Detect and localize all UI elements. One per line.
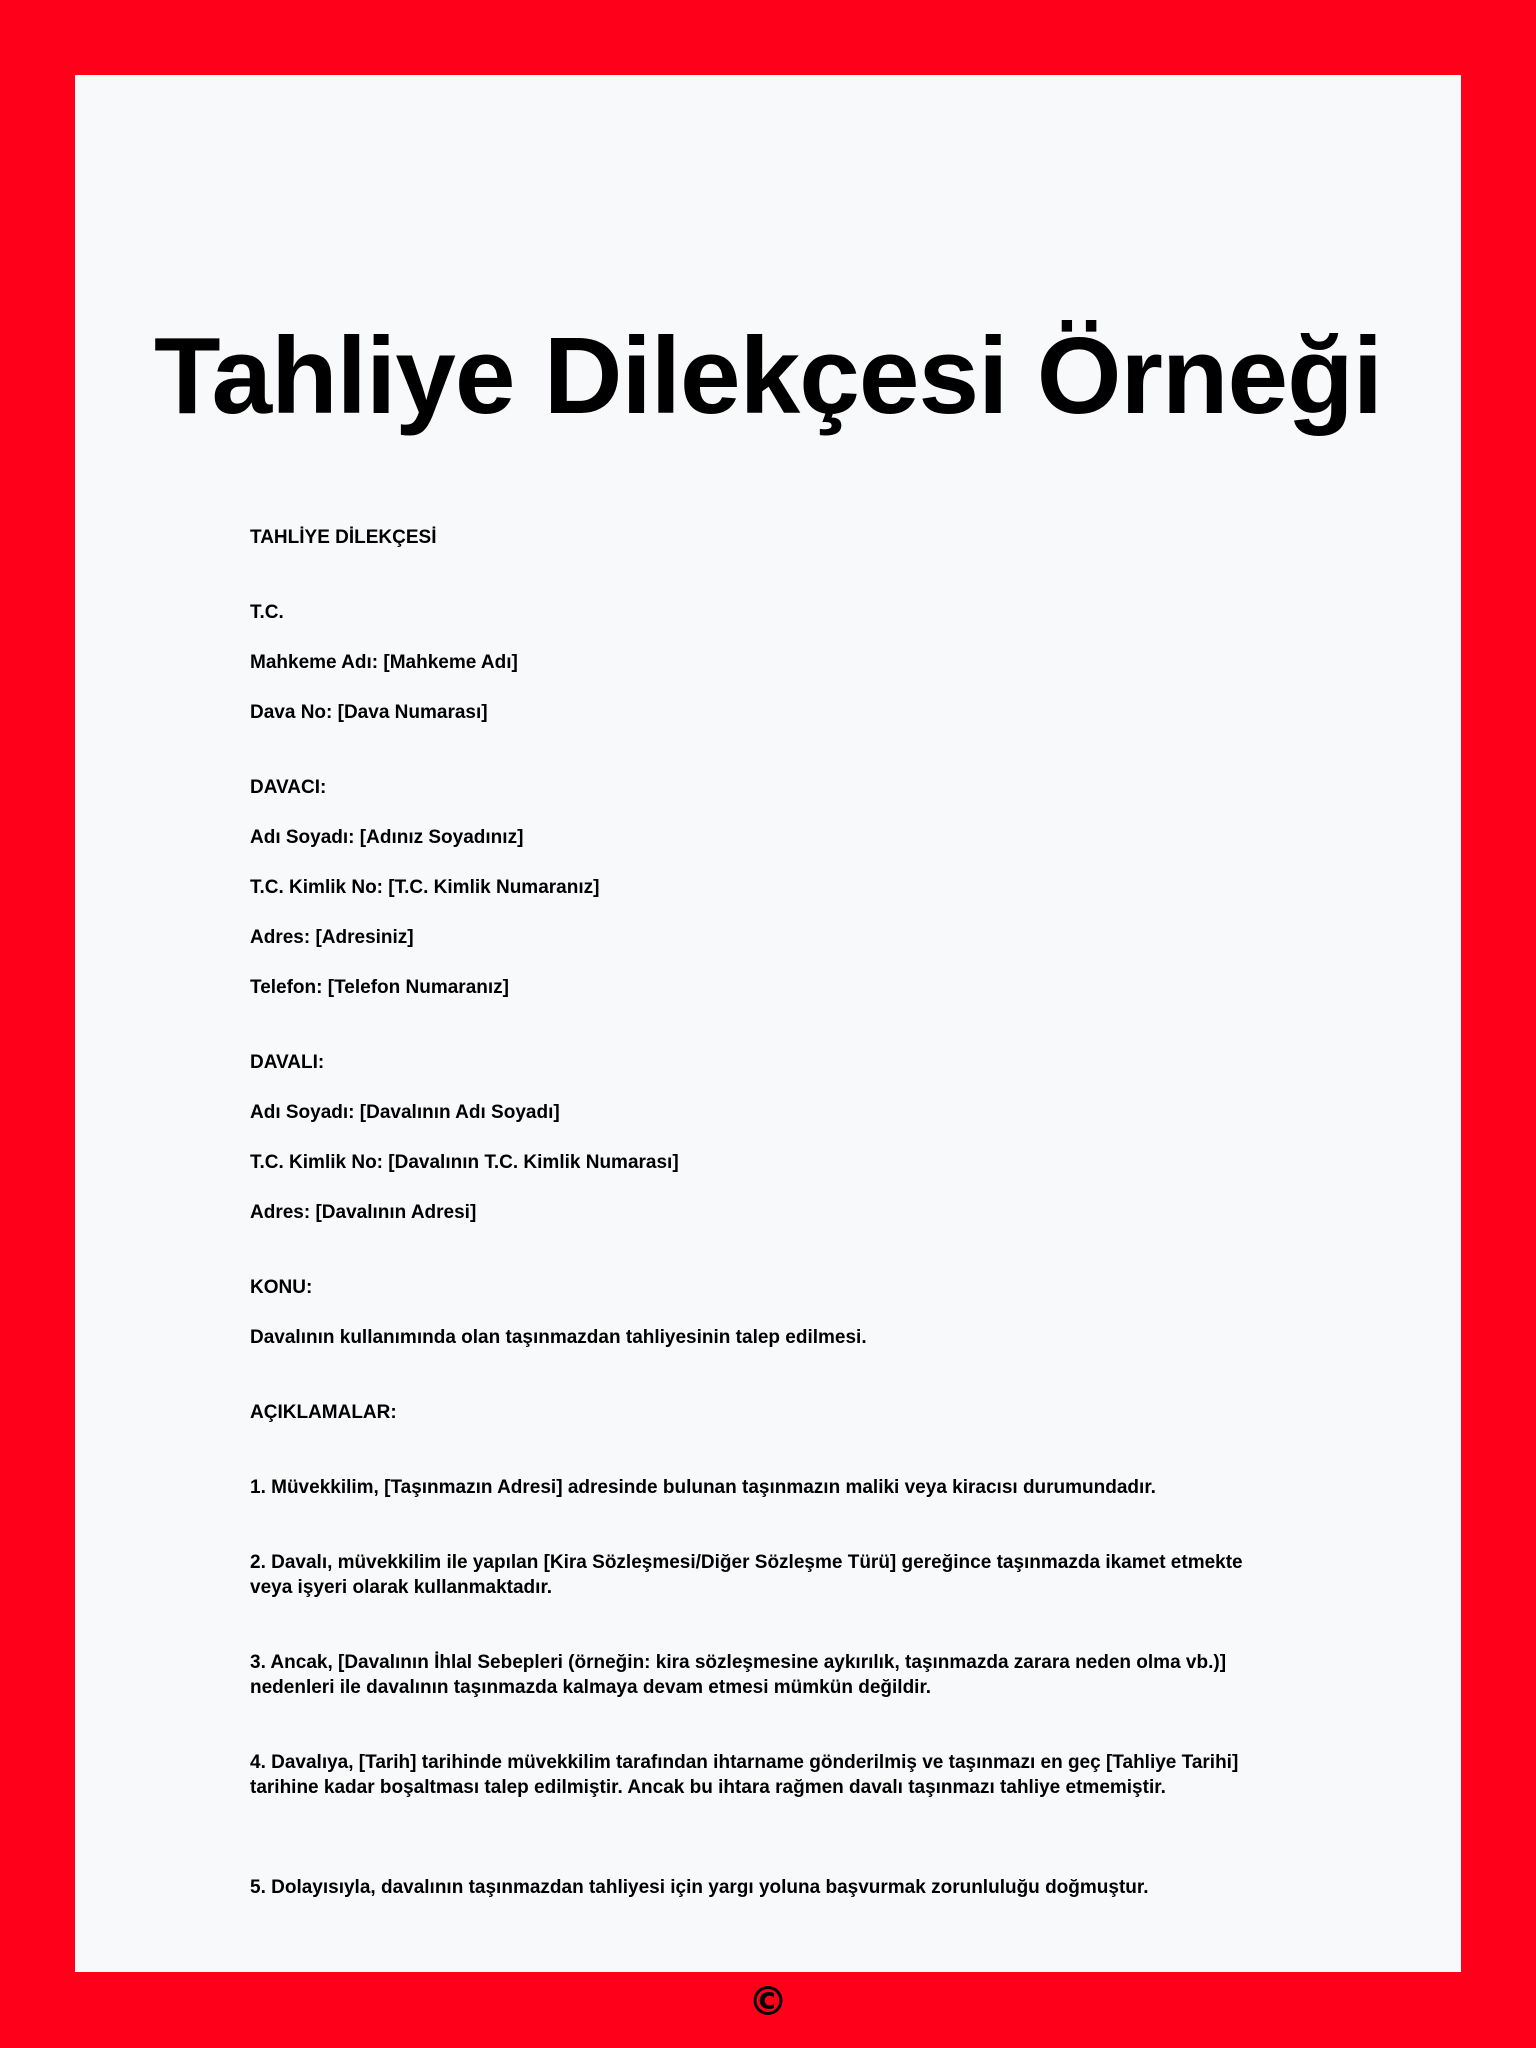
page-title: Tahliye Dilekçesi Örneği: [153, 315, 1382, 437]
plaintiff-address: Adres: [Adresiniz]: [250, 927, 414, 948]
copyright-icon: ©: [748, 1979, 788, 2025]
plaintiff-name: Adı Soyadı: [Adınız Soyadınız]: [250, 827, 524, 848]
explanations-label: AÇIKLAMALAR:: [250, 1402, 397, 1423]
court-tc: T.C.: [250, 602, 284, 623]
subject-label: KONU:: [250, 1277, 313, 1298]
document-page: [75, 75, 1461, 2025]
explanation-item-2: 2. Davalı, müvekkilim ile yapılan [Kira Sözleşmesi/Diğer Sözleşme Türü] gereğince taşınmazda ikamet etmekte veya işyeri olarak kullanmaktadır.: [250, 1552, 1243, 1598]
defendant-name: Adı Soyadı: [Davalının Adı Soyadı]: [250, 1102, 560, 1123]
court-name: Mahkeme Adı: [Mahkeme Adı]: [250, 652, 518, 673]
case-number: Dava No: [Dava Numarası]: [250, 702, 488, 723]
document-heading: TAHLİYE DİLEKÇESİ: [250, 527, 437, 548]
explanation-item-1: 1. Müvekkilim, [Taşınmazın Adresi] adresinde bulunan taşınmazın maliki veya kiracısı durumundadır.: [250, 1477, 1156, 1498]
plaintiff-phone: Telefon: [Telefon Numaranız]: [250, 977, 509, 998]
subject-text: Davalının kullanımında olan taşınmazdan tahliyesinin talep edilmesi.: [250, 1327, 867, 1348]
plaintiff-id: T.C. Kimlik No: [T.C. Kimlik Numaranız]: [250, 877, 600, 898]
defendant-label: DAVALI:: [250, 1052, 325, 1073]
explanation-item-3: 3. Ancak, [Davalının İhlal Sebepleri (örneğin: kira sözleşmesine aykırılık, taşınmazda zarara neden olma vb.)] nedenleri ile davalının taşınmazda kalmaya devam etmesi mümkün değildir.: [250, 1652, 1227, 1698]
defendant-id: T.C. Kimlik No: [Davalının T.C. Kimlik Numarası]: [250, 1152, 679, 1173]
defendant-address: Adres: [Davalının Adresi]: [250, 1202, 477, 1223]
explanation-item-4: 4. Davalıya, [Tarih] tarihinde müvekkilim tarafından ihtarname gönderilmiş ve taşınmazı en geç [Tahliye Tarihi] tarihine kadar boşaltması talep edilmiştir. Ancak bu ihtara rağmen davalı taşınmazı tahliye etmemiştir.: [250, 1752, 1239, 1798]
plaintiff-label: DAVACI:: [250, 777, 327, 798]
explanation-item-5: 5. Dolayısıyla, davalının taşınmazdan tahliyesi için yargı yoluna başvurmak zorunluluğu doğmuştur.: [250, 1877, 1149, 1898]
